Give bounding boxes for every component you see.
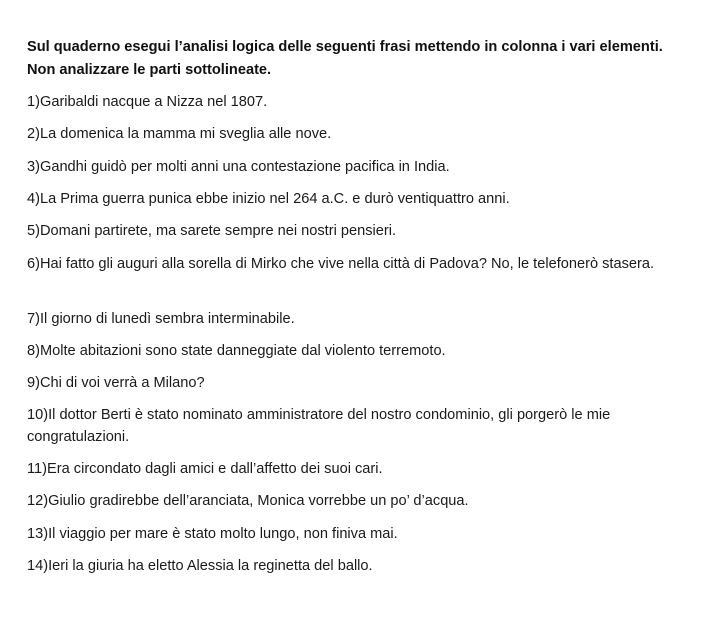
- exercise-6: 6)Hai fatto gli auguri alla sorella di Mirko che vive nella città di Padova? No, le telefonerò stasera.: [27, 256, 655, 272]
- exercise-4: 4)La Prima guerra punica ebbe inizio nel 264 a.C. e durò ventiquattro anni.: [27, 191, 510, 207]
- exercise-2: 2)La domenica la mamma mi sveglia alle nove.: [27, 126, 332, 142]
- exercise-1: 1)Garibaldi nacque a Nizza nel 1807.: [27, 94, 268, 110]
- exercise-10: 10)Il dottor Berti è stato nominato amministratore del nostro condominio, gli porgerò le mie congratulazioni.: [27, 407, 611, 445]
- exercise-5: 5)Domani partirete, ma sarete sempre nei nostri pensieri.: [27, 223, 397, 239]
- exercise-12: 12)Giulio gradirebbe dell’aranciata, Monica vorrebbe un po’ d’acqua.: [27, 493, 469, 509]
- exercise-11: 11)Era circondato dagli amici e dall’affetto dei suoi cari.: [27, 461, 383, 477]
- instructions-heading: Sul quaderno esegui l’analisi logica delle seguenti frasi mettendo in colonna i vari elementi. Non analizzare le parti sottolineate.: [27, 39, 663, 78]
- exercise-9: 9)Chi di voi verrà a Milano?: [27, 375, 205, 391]
- exercise-13: 13)Il viaggio per mare è stato molto lungo, non finiva mai.: [27, 526, 398, 542]
- exercise-3: 3)Gandhi guidò per molti anni una contestazione pacifica in India.: [27, 159, 450, 175]
- exercise-8: 8)Molte abitazioni sono state danneggiate dal violento terremoto.: [27, 343, 446, 359]
- exercise-14: 14)Ieri la giuria ha eletto Alessia la reginetta del ballo.: [27, 558, 373, 574]
- exercise-7: 7)Il giorno di lunedì sembra interminabile.: [27, 311, 295, 327]
